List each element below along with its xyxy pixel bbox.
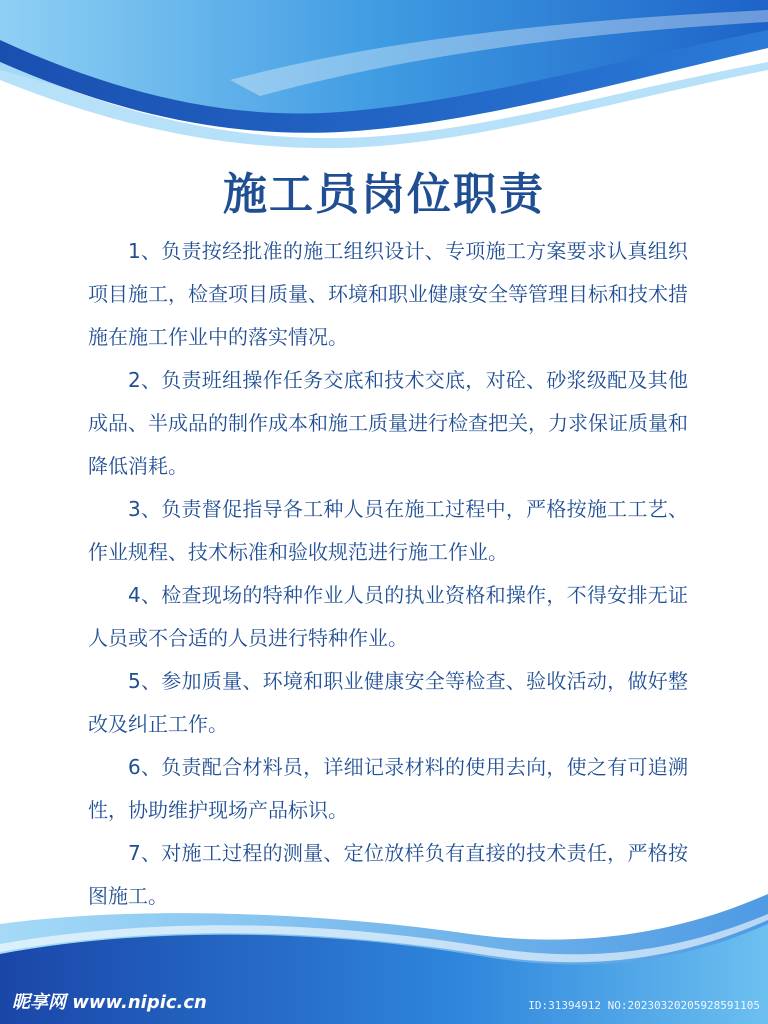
list-item: 3、负责督促指导各工种人员在施工过程中，严格按施工工艺、作业规程、技术标准和验收规范进行施工作业。	[88, 497, 688, 564]
page-title: 施工员岗位职责	[223, 169, 545, 220]
list-item: 5、参加质量、环境和职业健康安全等检查、验收活动，做好整改及纠正工作。	[88, 669, 688, 736]
list-item: 4、检查现场的特种作业人员的执业资格和操作，不得安排无证人员或不合适的人员进行特种作业。	[88, 583, 688, 650]
responsibilities-list	[88, 230, 688, 918]
list-item: 7、对施工过程的测量、定位放样负有直接的技术责任，严格按图施工。	[88, 841, 688, 908]
list-item: 6、负责配合材料员，详细记录材料的使用去向，使之有可追溯性，协助维护现场产品标识。	[88, 755, 688, 822]
top-wave-decoration	[0, 0, 768, 160]
list-item: 1、负责按经批准的施工组织设计、专项施工方案要求认真组织项目施工，检查项目质量、环境和职业健康安全等管理目标和技术措施在施工作业中的落实情况。	[88, 239, 688, 349]
list-item: 2、负责班组操作任务交底和技术交底，对砼、砂浆级配及其他成品、半成品的制作成本和施工质量进行检查把关，力求保证质量和降低消耗。	[88, 368, 688, 478]
site-logo: 昵享网 www.nipic.cn	[12, 992, 207, 1013]
watermark-id: ID:31394912 NO:20230320205928591105	[528, 999, 760, 1012]
